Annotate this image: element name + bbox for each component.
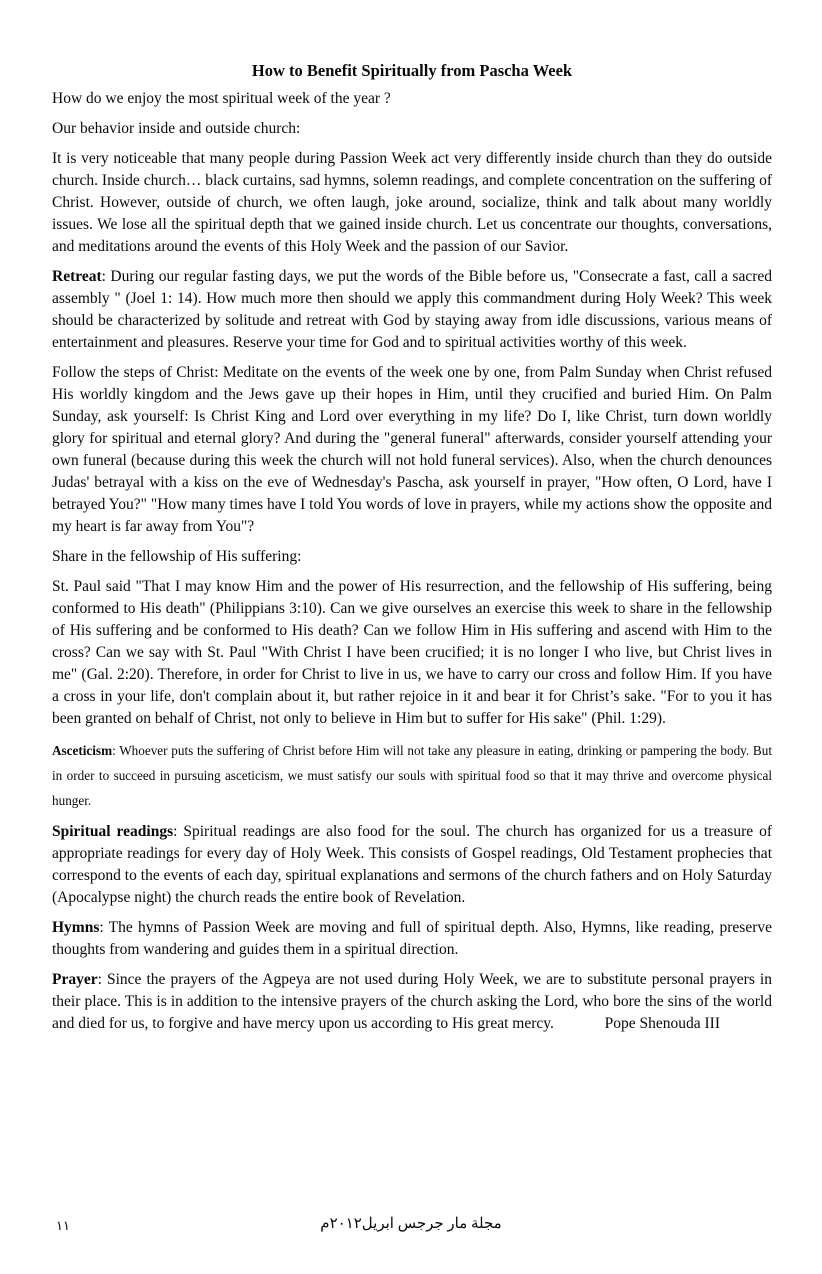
paragraph-spiritual-readings	[52, 821, 772, 909]
paragraph-text: St. Paul said "That I may know Him and the power of His resurrection, and the fellowship of His suffering, being conformed to His death" (Philippians 3:10). Can we give ourselves an exercise this week to share in the fellowship of His suffering and be conformed to His death? Can we follow Him in His suffering and ascend with Him to the cross? Can we say with St. Paul "With Christ I have been crucified; it is no longer I who live, but Christ lives in me" (Gal. 2:20). Therefore, in order for Christ to live in us, we have to carry our cross and follow Him. If you have a cross in your life, don't complain about it, but rather rejoice in it and bear it for Christ’s sake. "For to you it has been granted on behalf of Christ, not only to believe in Him but to suffer for His sake" (Phil. 1:29).	[52, 578, 772, 727]
journal-title: مجلة مار جرجس ابريل٢٠١٢م	[320, 1216, 502, 1232]
paragraph-text: Share in the fellowship of His suffering:	[52, 548, 302, 565]
paragraph-text: It is very noticeable that many people during Passion Week act very differently inside church than they do outside church. Inside church… black curtains, sad hymns, solemn readings, and complete concentration on the suffering of Christ. However, outside of church, we often laugh, joke around, socialize, think and talk about many worldly issues. We lose all the spiritual depth that we gained inside church. Let us concentrate our thoughts, conversations, and meditations around the events of this Holy Week and the passion of our Savior.	[52, 150, 772, 255]
paragraph-text: : Since the prayers of the Agpeya are not used during Holy Week, we are to substitute personal prayers in their place. This is in addition to the intensive prayers of the church asking the Lord, who bore the sins of the world and died for us, to forgive and have mercy upon us according to His great mercy.	[52, 971, 772, 1032]
author-signature: Pope Shenouda III	[604, 1015, 720, 1032]
paragraph-asceticism	[52, 738, 772, 813]
paragraph-lead: Prayer	[52, 971, 98, 988]
paragraph-text: How do we enjoy the most spiritual week of the year ?	[52, 90, 391, 107]
paragraph-hymns	[52, 917, 772, 961]
paragraph-lead: Spiritual readings	[52, 823, 174, 840]
paragraph-lead: Retreat	[52, 268, 102, 285]
paragraph-text: : The hymns of Passion Week are moving and full of spiritual depth. Also, Hymns, like reading, preserve thoughts from wandering and guides them in a spiritual direction.	[52, 919, 772, 958]
paragraph-st-paul	[52, 576, 772, 730]
page-footer	[0, 1214, 822, 1242]
paragraph-follow-steps	[52, 362, 772, 538]
paragraph-intro-question	[52, 88, 772, 110]
paragraph-behavior-heading	[52, 118, 772, 140]
paragraph-text: : During our regular fasting days, we put the words of the Bible before us, "Consecrate a fast, call a sacred assembly " (Joel 1: 14). How much more then should we apply this commandment during Holy Week? This week should be characterized by solitude and retreat with God by staying away from idle discussions, various means of entertainment and pleasures. Reserve your time for God and to spiritual activities worthy of this week.	[52, 268, 772, 351]
paragraph-lead: Asceticism	[52, 743, 113, 758]
paragraph-prayer	[52, 969, 772, 1035]
page-number: ١١	[56, 1218, 70, 1233]
paragraph-text: : Spiritual readings are also food for the soul. The church has organized for us a treasure of appropriate readings for every day of Holy Week. This consists of Gospel readings, Old Testament prophecies that correspond to the events of each day, spiritual explanations and sermons of the church fathers and on Holy Saturday (Apocalypse night) the church reads the entire book of Revelation.	[52, 823, 772, 906]
page-content	[52, 60, 772, 1035]
page-title: How to Benefit Spiritually from Pascha Week	[251, 61, 573, 80]
paragraph-passion-week	[52, 148, 772, 258]
paragraph-text: : Whoever puts the suffering of Christ before Him will not take any pleasure in eating, drinking or pampering the body. But in order to succeed in pursuing asceticism, we must satisfy our souls with spiritual food so that it may thrive and overcome physical hunger.	[52, 743, 772, 808]
paragraph-share-fellowship-heading	[52, 546, 772, 568]
paragraph-text: Our behavior inside and outside church:	[52, 120, 301, 137]
paragraph-retreat	[52, 266, 772, 354]
paragraph-text: Follow the steps of Christ: Meditate on the events of the week one by one, from Palm Sunday when Christ refused His worldly kingdom and the Jews gave up their hopes in Him, until they crucified and buried Him. On Palm Sunday, ask yourself: Is Christ King and Lord over everything in my life? Do I, like Christ, turn down worldly glory for spiritual and eternal glory? And during the "general funeral" afterwards, consider yourself attending your own funeral (because during this week the church will not hold funeral services). Also, when the church denounces Judas' betrayal with a kiss on the eve of Wednesday's Pascha, ask yourself in prayer, "How often, O Lord, have I betrayed You?" "How many times have I told You words of love in prayers, while my actions show the opposite and my heart is far away from You"?	[52, 364, 772, 535]
paragraph-lead: Hymns	[52, 919, 100, 936]
